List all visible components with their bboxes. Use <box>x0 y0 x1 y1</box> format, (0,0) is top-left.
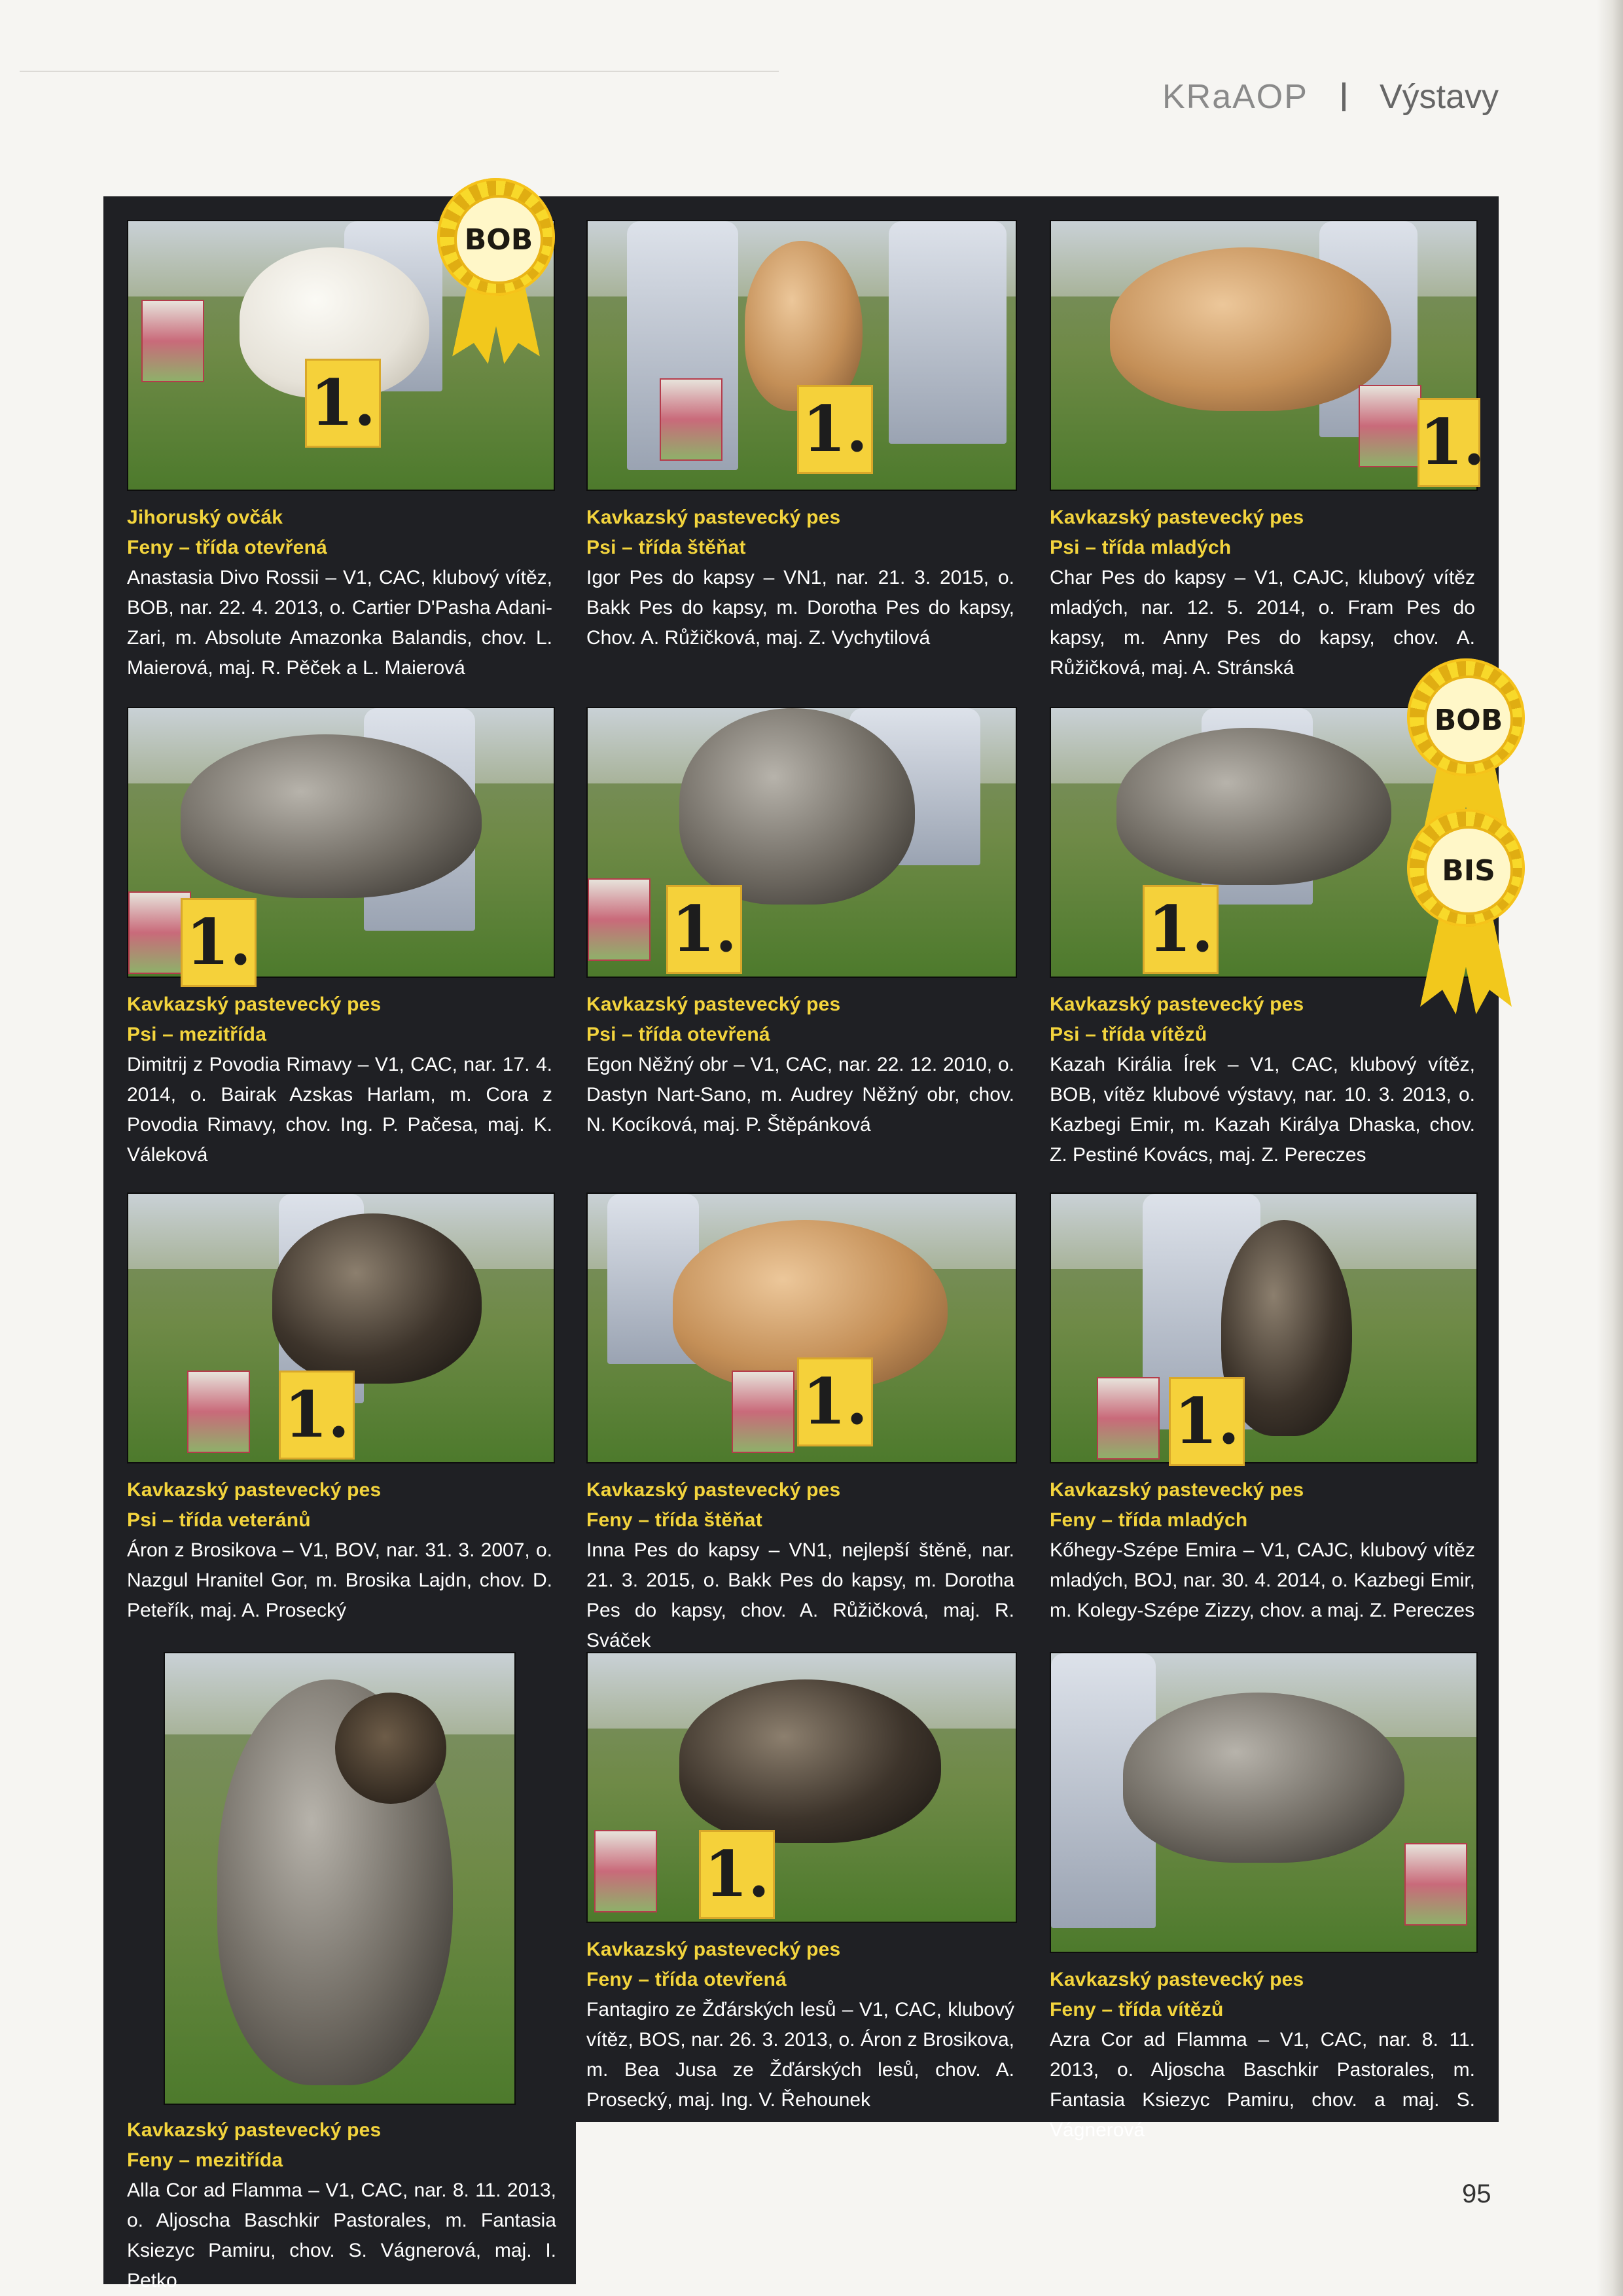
caption-breed: Kavkazský pastevecký pes <box>1050 994 1304 1015</box>
photo-entry-5 <box>586 707 1017 978</box>
placement-sign: 1. <box>797 1357 873 1446</box>
caption-text: Egon Něžný obr – V1, CAC, nar. 22. 12. 2010, o. Dastyn Nart-Sano, m. Audrey Něžný obr, chov. N. Kocíková, maj. P. Štěpánková <box>586 1054 1014 1136</box>
placement-sign: 1. <box>279 1371 355 1460</box>
placement-sign: 1. <box>797 385 873 474</box>
caption-entry-6 <box>1050 990 1475 1170</box>
page-edge <box>1597 0 1623 2296</box>
bob-badge-label: BOB <box>1424 675 1513 764</box>
photo-food-bags <box>594 1830 657 1912</box>
caption-text: Dimitrij z Povodia Rimavy – V1, CAC, nar. 17. 4. 2014, o. Bairak Azskas Harlam, m. Cora z Povodia Rimavy, chov. Ing. P. Pačesa, maj. K. Váleková <box>127 1054 552 1166</box>
placement-sign: 1. <box>1418 398 1480 487</box>
photo-person <box>889 221 1007 444</box>
caption-class: Psi – mezitřída <box>127 1024 267 1045</box>
caption-entry-4 <box>127 990 552 1170</box>
caption-class: Feny – mezitřída <box>127 2149 283 2171</box>
caption-breed: Kavkazský pastevecký pes <box>586 1479 841 1501</box>
placement-sign: 1. <box>699 1830 775 1919</box>
caption-breed: Kavkazský pastevecký pes <box>127 1479 382 1501</box>
caption-breed: Jihoruský ovčák <box>127 507 283 528</box>
caption-entry-10 <box>127 2115 556 2296</box>
caption-class: Feny – třída otevřená <box>586 1969 787 1990</box>
caption-breed: Kavkazský pastevecký pes <box>127 2119 382 2141</box>
bis-badge-label: BIS <box>1424 826 1513 915</box>
placement-sign: 1. <box>305 359 381 448</box>
caption-class: Psi – třída vítězů <box>1050 1024 1207 1045</box>
photo-entry-2 <box>586 220 1017 491</box>
caption-entry-11 <box>586 1935 1014 2115</box>
caption-class: Feny – třída otevřená <box>127 537 327 558</box>
caption-class: Feny – třída mladých <box>1050 1509 1248 1531</box>
caption-text: Áron z Brosikova – V1, BOV, nar. 31. 3. 2007, o. Nazgul Hranitel Gor, m. Brosika Lajdn, chov. D. Peteřík, maj. A. Prosecký <box>127 1539 552 1621</box>
photo-entry-3 <box>1050 220 1486 491</box>
caption-entry-12 <box>1050 1965 1475 2145</box>
bob-rosette-1 <box>437 178 555 374</box>
caption-text: Kőhegy-Szépe Emira – V1, CAJC, klubový vítěz mladých, BOJ, nar. 30. 4. 2014, o. Kazbegi Emir, m. Kolegy-Szépe Zizzy, chov. a maj. Z. Pereczes <box>1050 1539 1475 1621</box>
photo-food-bags <box>141 300 204 382</box>
placement-sign: 1. <box>1169 1377 1245 1466</box>
photo-dog-head <box>335 1693 446 1804</box>
caption-text: Igor Pes do kapsy – VN1, nar. 21. 3. 2015, o. Bakk Pes do kapsy, m. Dorotha Pes do kapsy, Chov. A. Růžičková, maj. Z. Vychytilová <box>586 567 1014 649</box>
caption-breed: Kavkazský pastevecký pes <box>586 1939 841 1960</box>
caption-class: Psi – třída veteránů <box>127 1509 311 1531</box>
header-brand: KRaAOP <box>1162 78 1308 116</box>
caption-entry-7 <box>127 1475 552 1626</box>
caption-entry-1 <box>127 503 552 683</box>
caption-class: Feny – třída štěňat <box>586 1509 762 1531</box>
caption-breed: Kavkazský pastevecký pes <box>1050 1969 1304 1990</box>
caption-class: Psi – třída otevřená <box>586 1024 770 1045</box>
caption-class: Feny – třída vítězů <box>1050 1999 1224 2020</box>
header-rule <box>20 71 779 72</box>
caption-entry-2 <box>586 503 1014 653</box>
photo-food-bags <box>1097 1377 1160 1460</box>
photo-food-bags <box>732 1371 794 1453</box>
caption-text: Anastasia Divo Rossii – V1, CAC, klubový vítěz, BOB, nar. 22. 4. 2013, o. Cartier D'Pasha Adani-Zari, m. Absolute Amazonka Balandis, chov. L. Maierová, maj. R. Pěček a L. Maierová <box>127 567 552 679</box>
caption-entry-3 <box>1050 503 1475 683</box>
page-header <box>1162 77 1499 117</box>
header-separator <box>1342 82 1346 111</box>
caption-class: Psi – třída štěňat <box>586 537 746 558</box>
photo-food-bags <box>1359 385 1421 467</box>
bis-rosette <box>1407 809 1525 1005</box>
caption-entry-8 <box>586 1475 1014 1656</box>
caption-entry-9 <box>1050 1475 1475 1626</box>
caption-breed: Kavkazský pastevecký pes <box>586 507 841 528</box>
photo-entry-4 <box>127 707 555 978</box>
photo-food-bags <box>1404 1843 1467 1926</box>
caption-text: Inna Pes do kapsy – VN1, nejlepší štěně, nar. 21. 3. 2015, o. Bakk Pes do kapsy, m. Dorotha Pes do kapsy, chov. A. Růžičková, maj. R. Sváček <box>586 1539 1014 1651</box>
placement-sign: 1. <box>666 885 742 974</box>
caption-text: Fantagiro ze Žďárských lesů – V1, CAC, klubový vítěz, BOS, nar. 26. 3. 2013, o. Áron z Brosikova, m. Bea Jusa ze Žďárských lesů, chov. A. Prosecký, maj. Ing. V. Řehounek <box>586 1999 1014 2111</box>
bob-badge-label: BOB <box>454 195 543 284</box>
photo-entry-8 <box>586 1193 1017 1463</box>
caption-text: Alla Cor ad Flamma – V1, CAC, nar. 8. 11. 2013, o. Aljoscha Baschkir Pastorales, m. Fantasia Ksiezyc Pamiru, chov. S. Vágnerová, maj. I. Petko <box>127 2179 556 2291</box>
caption-breed: Kavkazský pastevecký pes <box>1050 507 1304 528</box>
photo-food-bags <box>588 878 651 961</box>
page-number: 95 <box>1462 2179 1491 2208</box>
photo-entry-11 <box>586 1652 1017 1923</box>
caption-breed: Kavkazský pastevecký pes <box>1050 1479 1304 1501</box>
photo-entry-10 <box>164 1652 516 2105</box>
placement-sign: 1. <box>181 898 257 987</box>
caption-breed: Kavkazský pastevecký pes <box>586 994 841 1015</box>
caption-text: Char Pes do kapsy – V1, CAJC, klubový vítěz mladých, nar. 12. 5. 2014, o. Fram Pes do kapsy, m. Anny Pes do kapsy, chov. A. Růžičková, maj. A. Stránská <box>1050 567 1475 679</box>
photo-entry-7 <box>127 1193 555 1463</box>
header-section: Výstavy <box>1379 78 1499 116</box>
caption-entry-5 <box>586 990 1014 1140</box>
photo-food-bags <box>187 1371 250 1453</box>
caption-text: Azra Cor ad Flamma – V1, CAC, nar. 8. 11. 2013, o. Aljoscha Baschkir Pastorales, m. Fantasia Ksiezyc Pamiru, chov. a maj. S. Vágnerová <box>1050 2029 1475 2141</box>
caption-class: Psi – třída mladých <box>1050 537 1232 558</box>
photo-entry-9 <box>1050 1193 1478 1463</box>
placement-sign: 1. <box>1143 885 1219 974</box>
caption-text: Kazah Királia Írek – V1, CAC, klubový vítěz, BOB, vítěz klubové výstavy, nar. 10. 3. 2013, o. Kazbegi Emir, m. Kazah Királya Dhaska, chov. Z. Pestiné Kovács, maj. Z. Pereczes <box>1050 1054 1475 1166</box>
photo-entry-12 <box>1050 1652 1478 1953</box>
photo-food-bags <box>660 378 722 461</box>
caption-breed: Kavkazský pastevecký pes <box>127 994 382 1015</box>
